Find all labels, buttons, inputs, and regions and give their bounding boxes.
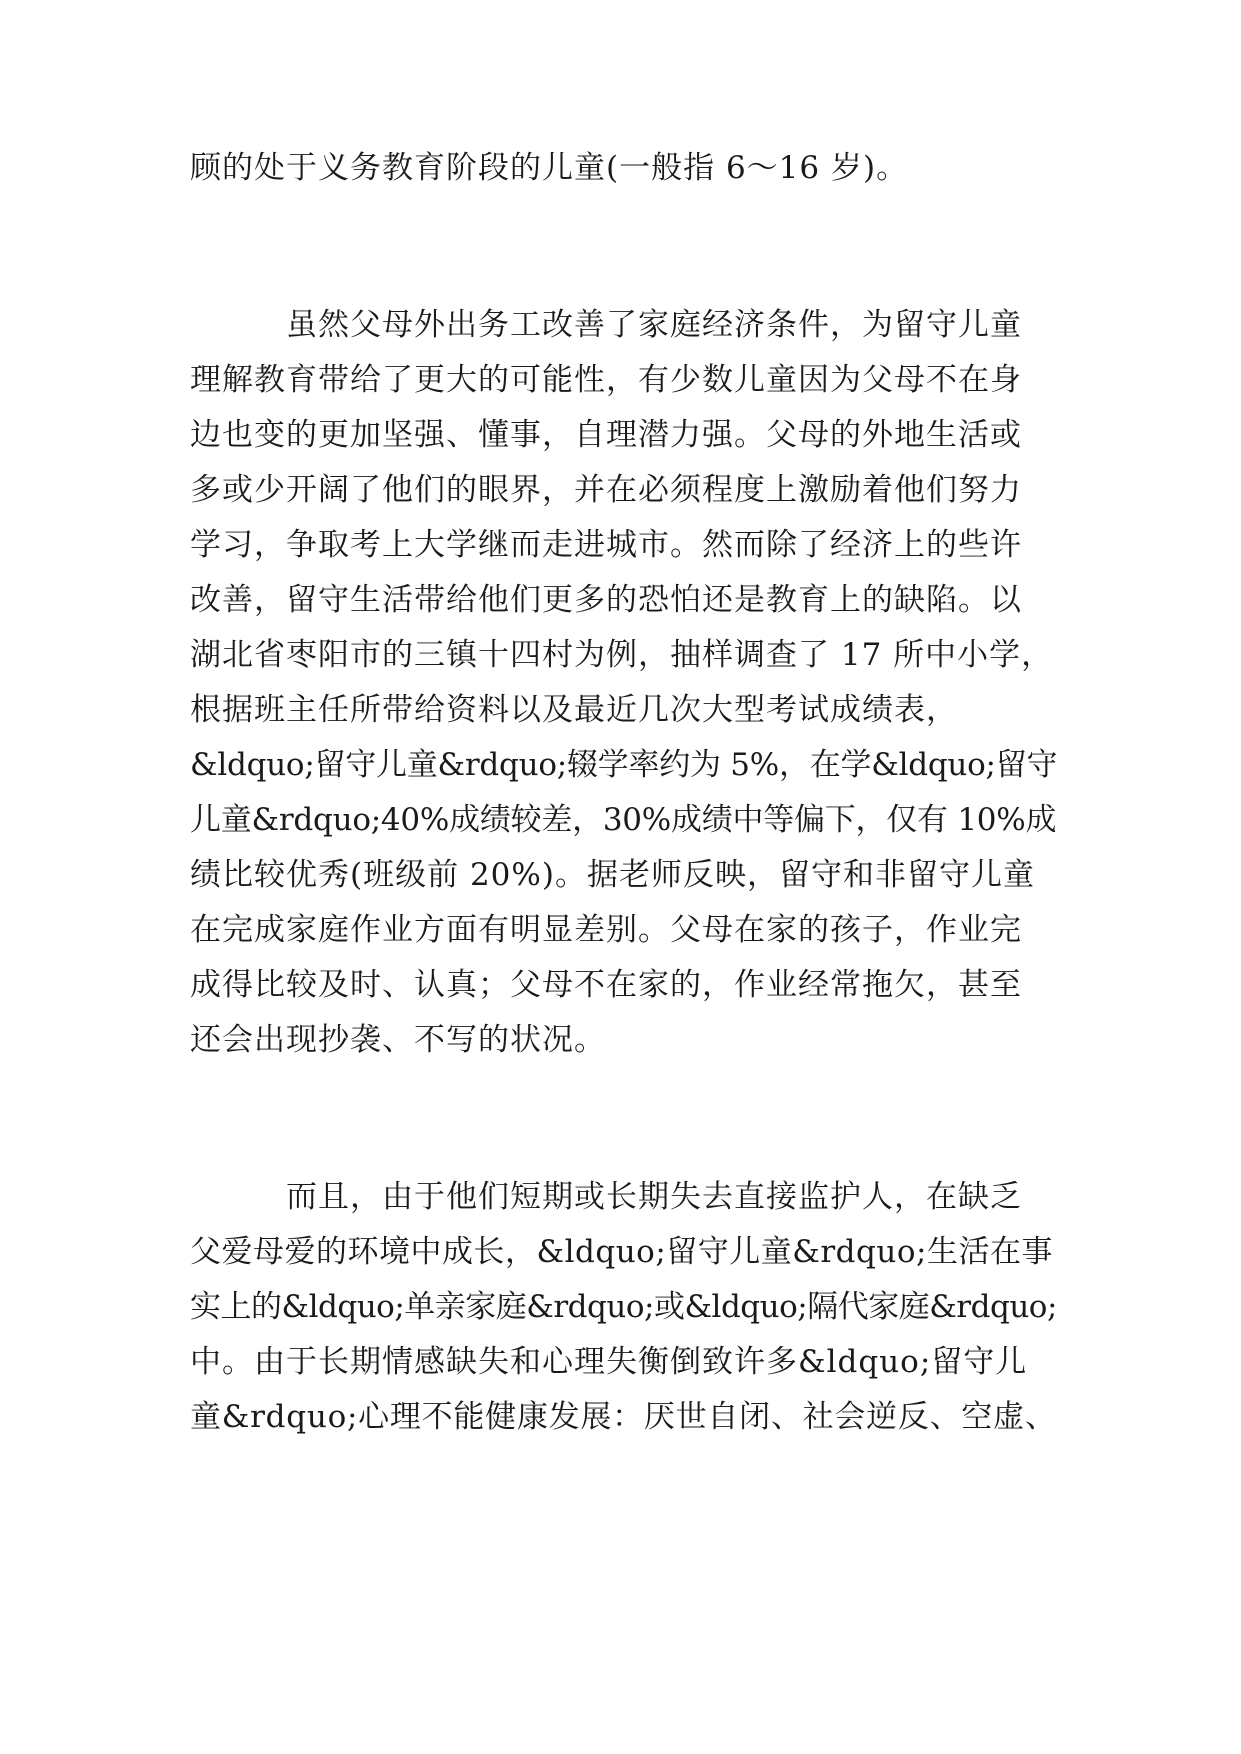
paragraph-2-line-10: 儿童&rdquo;40%成绩较差，30%成绩中等偏下，仅有 10%成 — [190, 802, 1057, 838]
paragraph-2-line-1: 虽然父母外出务工改善了家庭经济条件，为留守儿童 — [190, 307, 1022, 343]
paragraph-3-line-5: 童&rdquo;心理不能健康发展：厌世自闭、社会逆反、空虚、 — [190, 1399, 1057, 1435]
paragraph-2-line-4: 多或少开阔了他们的眼界，并在必须程度上激励着他们努力 — [190, 472, 1022, 508]
paragraph-3-line-2: 父爱母爱的环境中成长，&ldquo;留守儿童&rdquo;生活在事 — [190, 1234, 1053, 1270]
paragraph-2-line-9: &ldquo;留守儿童&rdquo;辍学率约为 5%，在学&ldquo;留守 — [190, 747, 1058, 783]
paragraph-3-line-4: 中。由于长期情感缺失和心理失衡倒致许多&ldquo;留守儿 — [190, 1344, 1028, 1380]
paragraph-2-line-13: 成得比较及时、认真；父母不在家的，作业经常拖欠，甚至 — [190, 967, 1022, 1003]
paragraph-2-line-2: 理解教育带给了更大的可能性，有少数儿童因为父母不在身 — [190, 362, 1022, 398]
paragraph-2-line-6: 改善，留守生活带给他们更多的恐怕还是教育上的缺陷。以 — [190, 582, 1022, 618]
paragraph-2-line-12: 在完成家庭作业方面有明显差别。父母在家的孩子，作业完 — [190, 912, 1022, 948]
paragraph-3-line-3: 实上的&ldquo;单亲家庭&rdquo;或&ldquo;隔代家庭&rdquo; — [190, 1289, 1057, 1325]
paragraph-2-line-14: 还会出现抄袭、不写的状况。 — [190, 1022, 606, 1058]
paragraph-2-line-7: 湖北省枣阳市的三镇十四村为例，抽样调查了 17 所中小学， — [190, 637, 1054, 673]
paragraph-2-line-11: 绩比较优秀(班级前 20%)。据老师反映，留守和非留守儿童 — [190, 857, 1035, 893]
paragraph-2-line-5: 学习，争取考上大学继而走进城市。然而除了经济上的些许 — [190, 527, 1022, 563]
paragraph-3-line-1: 而且，由于他们短期或长期失去直接监护人，在缺乏 — [190, 1179, 1022, 1215]
paragraph-2-line-3: 边也变的更加坚强、懂事，自理潜力强。父母的外地生活或 — [190, 417, 1022, 453]
paragraph-1-line-1: 顾的处于义务教育阶段的儿童(一般指 6～16 岁)。 — [190, 150, 909, 186]
paragraph-2-line-8: 根据班主任所带给资料以及最近几次大型考试成绩表， — [190, 692, 958, 728]
